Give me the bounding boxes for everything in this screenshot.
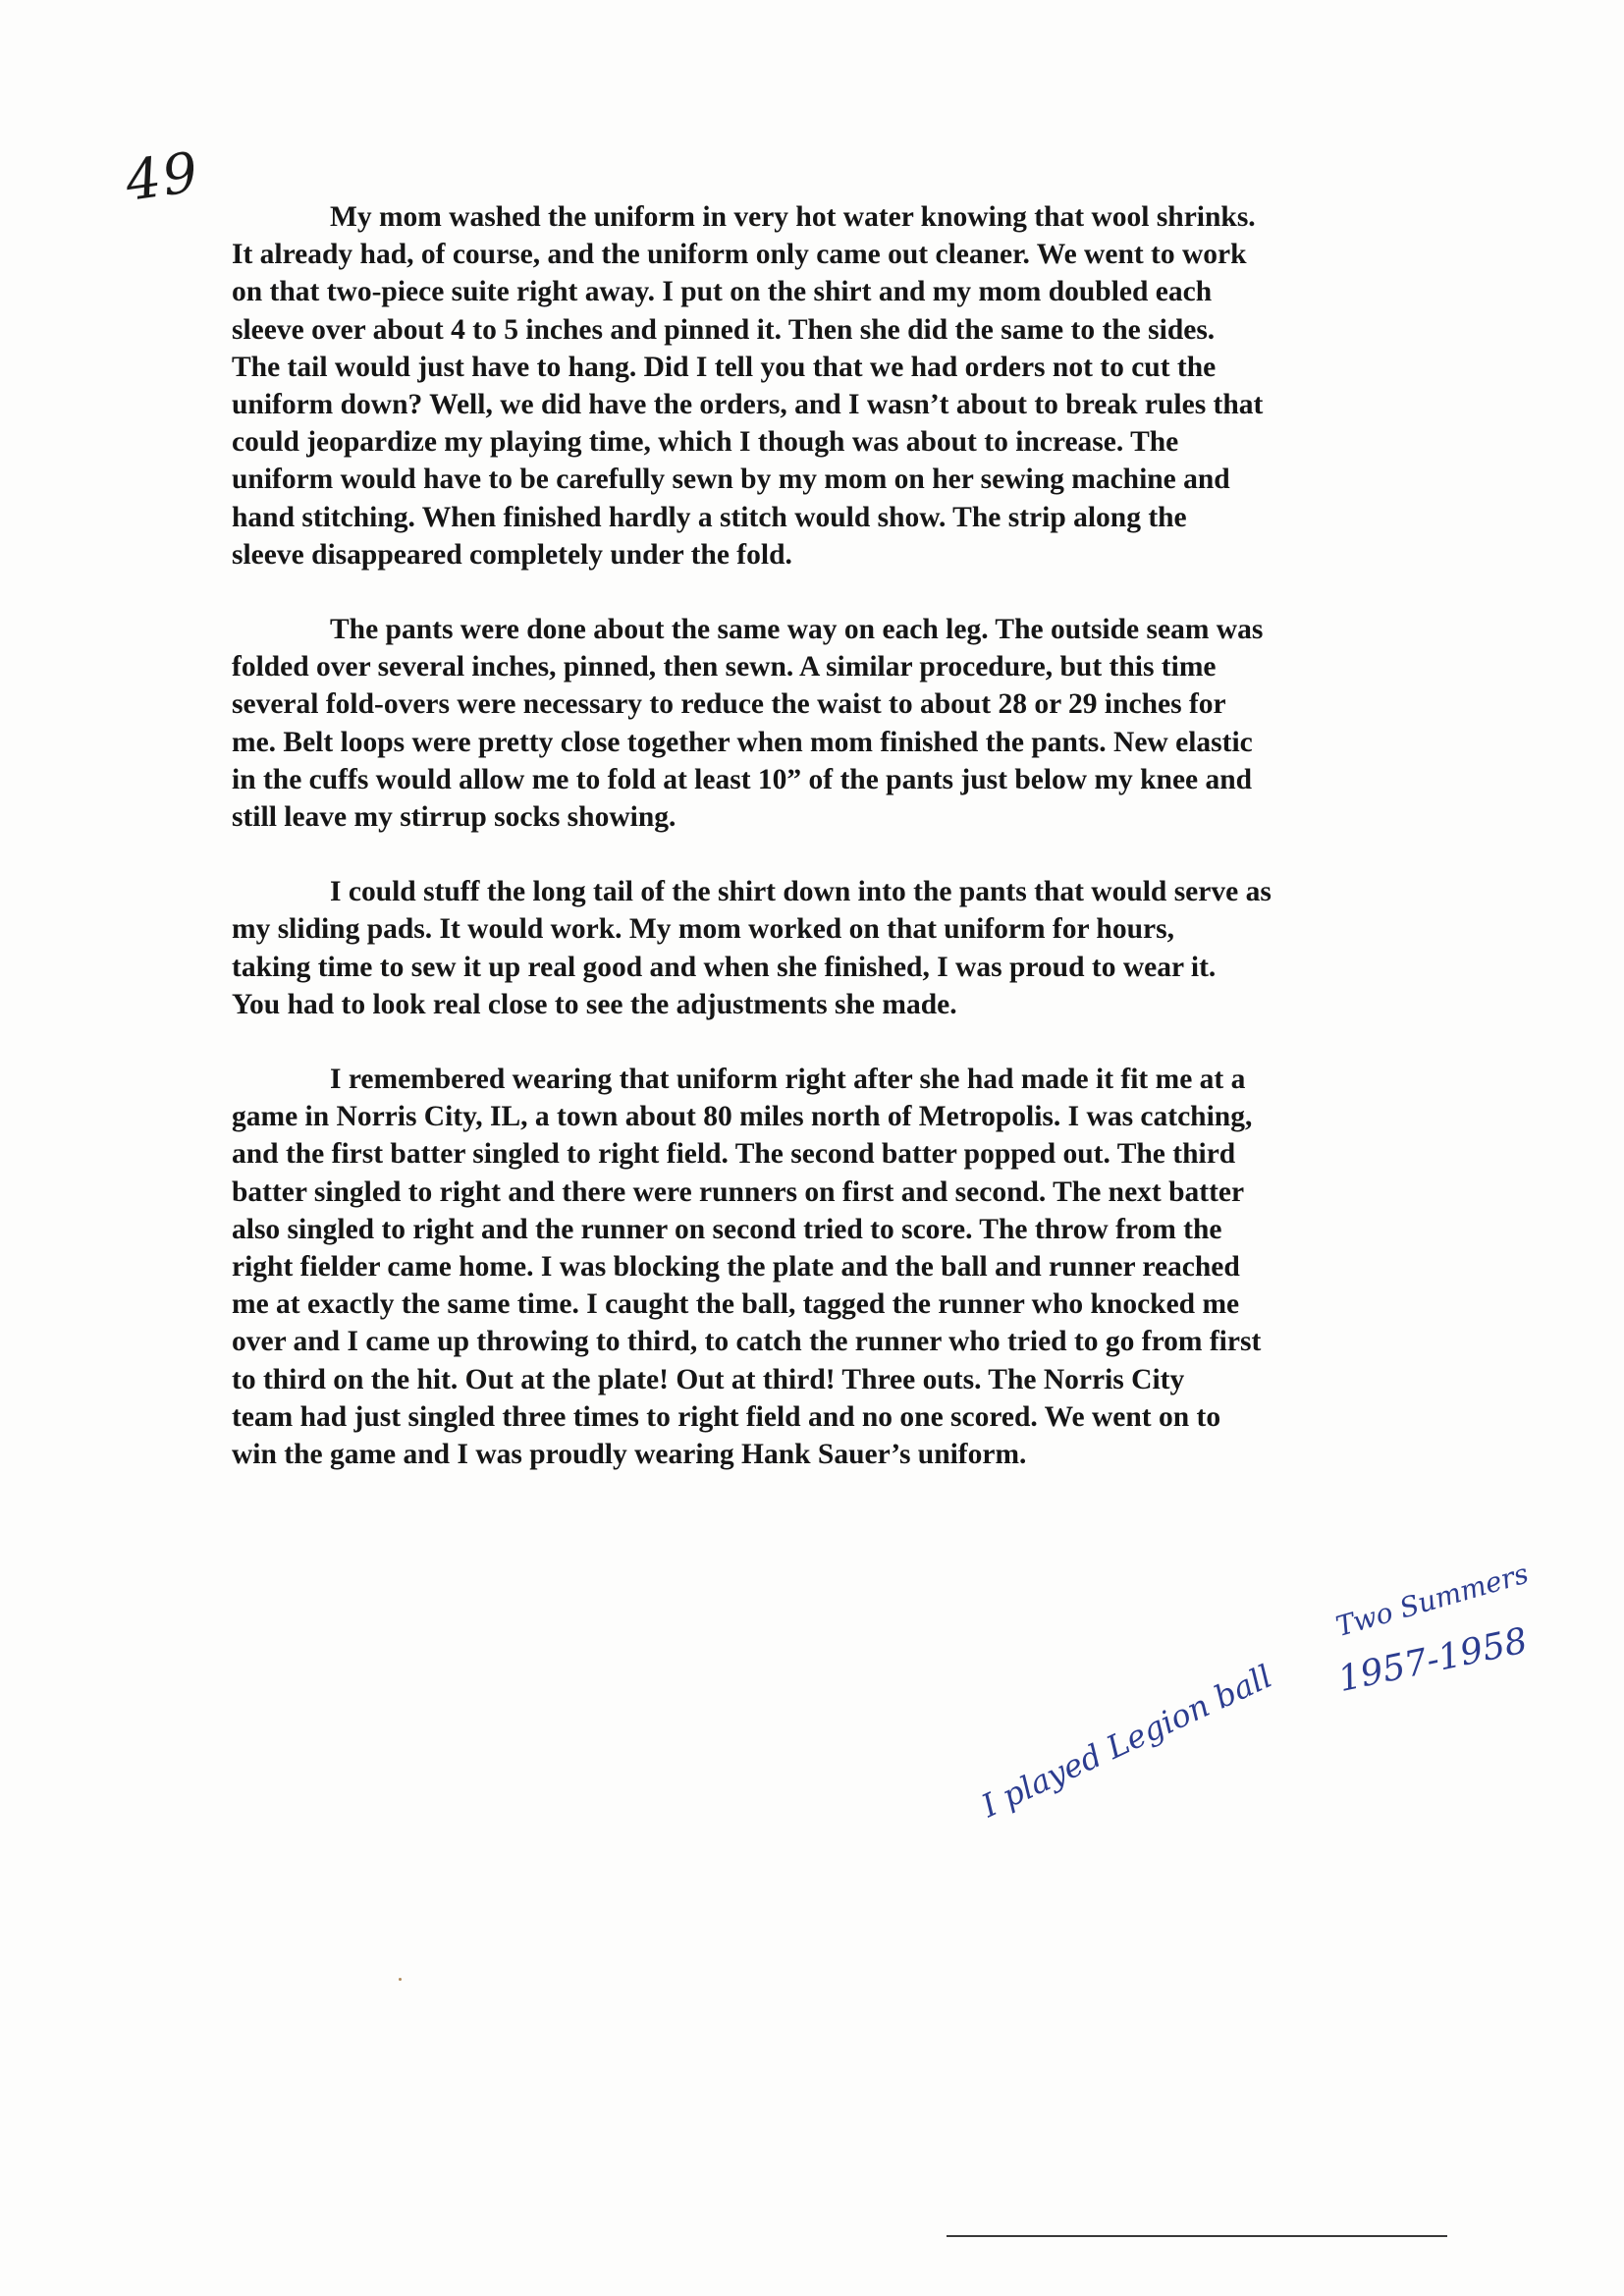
paragraph-pants-alteration: The pants were done about the same way on each leg. The outside seam was folded over several inches, pinned, then sewn. A similar procedure, but this time several fold-overs were necessary to reduce the waist to about 28 or 29 inches for me. Belt loops were pretty close together when mom finished the pants. New elastic in the cuffs would allow me to fold at least 10” of the pants just below my knee and still leave my stirrup socks showing. — [232, 614, 1264, 834]
handwritten-note-two-summers: Two Summers — [1331, 1557, 1533, 1643]
paragraph-uniform-washing: My mom washed the uniform in very hot water knowing that wool shrinks. It already had, of course, and the uniform only came out cleaner. We went to work on that two-piece suite right away. I put on the shirt and my mom doubled each sleeve over about 4 to 5 inches and pinned it. Then she did the same to the sides. The tail would just have to hang. Did I tell you that we had orders not to cut the uniform down? Well, we did have the orders, and I wasn’t about to break rules that could jeopardize my playing time, which I though was about to increase. The uniform would have to be carefully sewn by my mom on her sewing machine and hand stitching. When finished hardly a stitch would show. The strip along the sleeve disappeared completely under the fold. — [232, 201, 1264, 571]
bottom-scan-line — [947, 2235, 1447, 2237]
handwritten-note-years: 1957-1958 — [1334, 1620, 1532, 1700]
handwritten-note-legion-ball: I played Legion ball — [975, 1657, 1278, 1825]
paragraph-norris-city-game: I remembered wearing that uniform right after she had made it fit me at a game in Norris City, IL, a town about 80 miles north of Metropolis. I was catching, and the first batter singled to right field. The second batter popped out. The third batter singled to right and there were runners on first and second. The next batter also singled to right and the runner on second tried to score. The throw from the right fielder came home. I was blocking the plate and the ball and runner reached me at exactly the same time. I caught the ball, tagged the runner who knocked me over and I came up throwing to third, to catch the runner who tried to go from first to third on the hit. Out at the plate! Out at third! Three outs. The Norris City team had just singled three times to right field and no one scored. We went on to win the game and I was proudly wearing Hank Sauer’s uniform. — [232, 1064, 1262, 1471]
document-body — [232, 198, 1420, 1510]
paragraph-sliding-pads: I could stuff the long tail of the shirt down into the pants that would serve as my sliding pads. It would work. My mom worked on that uniform for hours, taking time to sew it up real good and when she finished, I was proud to wear it. You had to look real close to see the adjustments she made. — [232, 876, 1272, 1020]
handwritten-page-number: 49 — [121, 140, 204, 214]
paper-speck — [399, 1978, 402, 1981]
